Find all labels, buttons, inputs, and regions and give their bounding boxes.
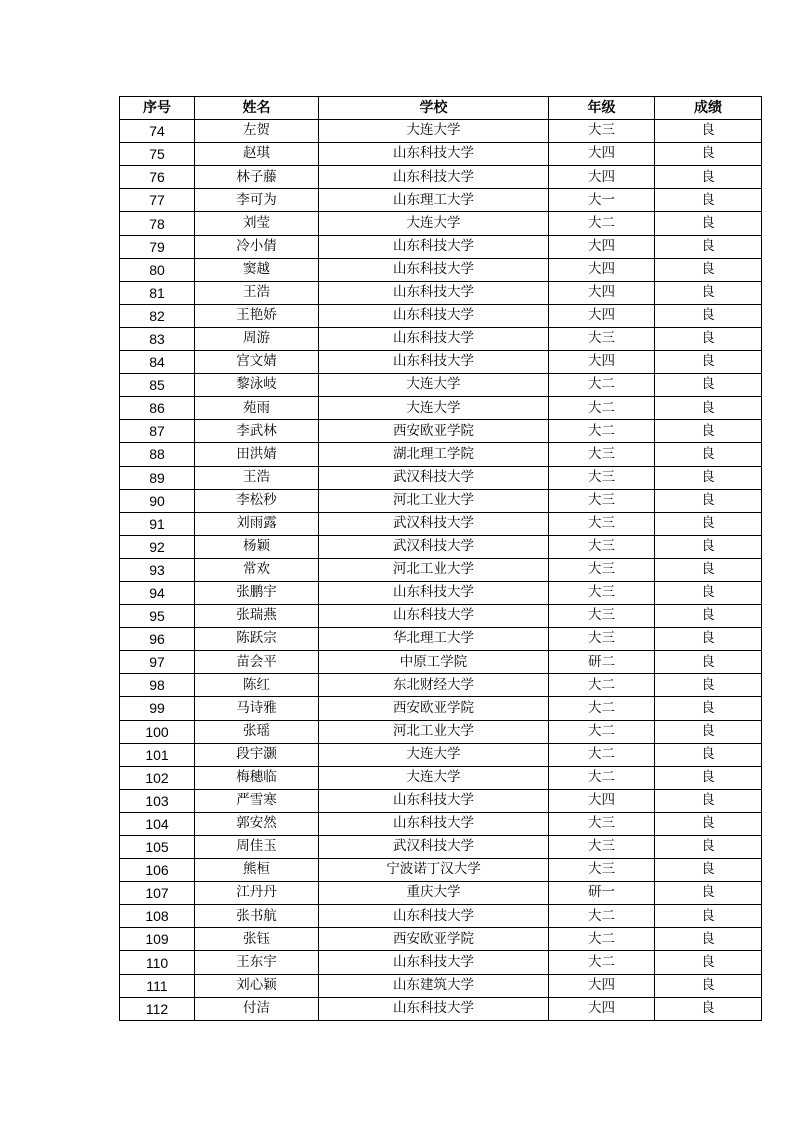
cell-id: 105 xyxy=(120,836,195,859)
cell-id: 111 xyxy=(120,974,195,997)
table-row xyxy=(120,651,762,674)
cell-score: 良 xyxy=(655,697,762,720)
table-row xyxy=(120,512,762,535)
cell-score: 良 xyxy=(655,374,762,397)
cell-id: 97 xyxy=(120,651,195,674)
cell-score: 良 xyxy=(655,997,762,1020)
cell-score: 良 xyxy=(655,951,762,974)
cell-name: 李武林 xyxy=(195,420,319,443)
cell-school: 大连大学 xyxy=(319,374,549,397)
table-row xyxy=(120,743,762,766)
cell-grade: 研二 xyxy=(549,651,655,674)
cell-school: 武汉科技大学 xyxy=(319,535,549,558)
cell-id: 110 xyxy=(120,951,195,974)
cell-school: 大连大学 xyxy=(319,766,549,789)
cell-id: 84 xyxy=(120,351,195,374)
cell-id: 89 xyxy=(120,466,195,489)
cell-name: 王浩 xyxy=(195,466,319,489)
cell-name: 赵琪 xyxy=(195,143,319,166)
table-row xyxy=(120,143,762,166)
table-row xyxy=(120,997,762,1020)
cell-name: 刘莹 xyxy=(195,212,319,235)
cell-grade: 大三 xyxy=(549,512,655,535)
cell-grade: 大三 xyxy=(549,558,655,581)
cell-id: 99 xyxy=(120,697,195,720)
column-header-score: 成绩 xyxy=(655,97,762,120)
cell-name: 陈红 xyxy=(195,674,319,697)
table-row xyxy=(120,466,762,489)
cell-name: 马诗雅 xyxy=(195,697,319,720)
table-row xyxy=(120,928,762,951)
cell-grade: 大四 xyxy=(549,166,655,189)
cell-school: 河北工业大学 xyxy=(319,720,549,743)
cell-name: 冷小倩 xyxy=(195,235,319,258)
cell-id: 95 xyxy=(120,605,195,628)
cell-grade: 大三 xyxy=(549,859,655,882)
cell-school: 山东科技大学 xyxy=(319,281,549,304)
cell-score: 良 xyxy=(655,743,762,766)
cell-score: 良 xyxy=(655,605,762,628)
table-row xyxy=(120,374,762,397)
cell-score: 良 xyxy=(655,235,762,258)
cell-grade: 大三 xyxy=(549,628,655,651)
cell-score: 良 xyxy=(655,489,762,512)
cell-school: 山东科技大学 xyxy=(319,951,549,974)
column-header-name: 姓名 xyxy=(195,97,319,120)
table-row xyxy=(120,674,762,697)
cell-grade: 大三 xyxy=(549,581,655,604)
cell-name: 周佳玉 xyxy=(195,836,319,859)
cell-name: 王东宇 xyxy=(195,951,319,974)
table-row xyxy=(120,605,762,628)
cell-grade: 大二 xyxy=(549,905,655,928)
cell-school: 山东科技大学 xyxy=(319,166,549,189)
cell-school: 西安欧亚学院 xyxy=(319,420,549,443)
cell-score: 良 xyxy=(655,720,762,743)
cell-name: 左贺 xyxy=(195,120,319,143)
table-row xyxy=(120,812,762,835)
cell-name: 李可为 xyxy=(195,189,319,212)
cell-id: 76 xyxy=(120,166,195,189)
cell-id: 94 xyxy=(120,581,195,604)
cell-id: 75 xyxy=(120,143,195,166)
cell-id: 86 xyxy=(120,397,195,420)
table-row xyxy=(120,281,762,304)
cell-id: 98 xyxy=(120,674,195,697)
cell-grade: 大三 xyxy=(549,812,655,835)
cell-id: 101 xyxy=(120,743,195,766)
cell-school: 大连大学 xyxy=(319,120,549,143)
table-row xyxy=(120,397,762,420)
cell-name: 陈跃宗 xyxy=(195,628,319,651)
cell-grade: 大二 xyxy=(549,951,655,974)
cell-school: 大连大学 xyxy=(319,397,549,420)
cell-grade: 大二 xyxy=(549,397,655,420)
cell-score: 良 xyxy=(655,304,762,327)
cell-school: 大连大学 xyxy=(319,212,549,235)
cell-score: 良 xyxy=(655,327,762,350)
cell-score: 良 xyxy=(655,928,762,951)
cell-score: 良 xyxy=(655,420,762,443)
cell-name: 周游 xyxy=(195,327,319,350)
cell-school: 中原工学院 xyxy=(319,651,549,674)
cell-grade: 大二 xyxy=(549,766,655,789)
table-row xyxy=(120,836,762,859)
cell-id: 77 xyxy=(120,189,195,212)
cell-school: 山东科技大学 xyxy=(319,143,549,166)
cell-score: 良 xyxy=(655,281,762,304)
cell-name: 田洪婧 xyxy=(195,443,319,466)
cell-name: 江丹丹 xyxy=(195,882,319,905)
cell-score: 良 xyxy=(655,836,762,859)
cell-score: 良 xyxy=(655,512,762,535)
cell-id: 103 xyxy=(120,789,195,812)
cell-grade: 大三 xyxy=(549,120,655,143)
cell-score: 良 xyxy=(655,766,762,789)
cell-grade: 大二 xyxy=(549,928,655,951)
cell-score: 良 xyxy=(655,674,762,697)
cell-grade: 大三 xyxy=(549,443,655,466)
cell-score: 良 xyxy=(655,812,762,835)
cell-school: 华北理工大学 xyxy=(319,628,549,651)
cell-name: 苑雨 xyxy=(195,397,319,420)
table-row xyxy=(120,859,762,882)
cell-grade: 大三 xyxy=(549,327,655,350)
cell-name: 张鹏宇 xyxy=(195,581,319,604)
cell-grade: 大二 xyxy=(549,674,655,697)
cell-grade: 大四 xyxy=(549,351,655,374)
cell-score: 良 xyxy=(655,189,762,212)
cell-name: 刘雨露 xyxy=(195,512,319,535)
cell-score: 良 xyxy=(655,882,762,905)
cell-id: 91 xyxy=(120,512,195,535)
cell-school: 重庆大学 xyxy=(319,882,549,905)
cell-name: 严雪寒 xyxy=(195,789,319,812)
table-row xyxy=(120,974,762,997)
header-row xyxy=(120,97,762,120)
cell-score: 良 xyxy=(655,789,762,812)
table-row xyxy=(120,581,762,604)
cell-school: 山东科技大学 xyxy=(319,351,549,374)
cell-grade: 大四 xyxy=(549,281,655,304)
cell-score: 良 xyxy=(655,535,762,558)
cell-name: 张钰 xyxy=(195,928,319,951)
table-row xyxy=(120,766,762,789)
cell-school: 山东科技大学 xyxy=(319,581,549,604)
cell-grade: 大一 xyxy=(549,189,655,212)
cell-id: 88 xyxy=(120,443,195,466)
cell-id: 80 xyxy=(120,258,195,281)
cell-id: 85 xyxy=(120,374,195,397)
cell-school: 宁波诺丁汉大学 xyxy=(319,859,549,882)
cell-grade: 大二 xyxy=(549,697,655,720)
cell-school: 西安欧亚学院 xyxy=(319,928,549,951)
cell-school: 山东理工大学 xyxy=(319,189,549,212)
table-row xyxy=(120,327,762,350)
cell-id: 108 xyxy=(120,905,195,928)
table-row xyxy=(120,189,762,212)
column-header-school: 学校 xyxy=(319,97,549,120)
table-body xyxy=(120,120,762,1021)
table-row xyxy=(120,489,762,512)
cell-id: 106 xyxy=(120,859,195,882)
cell-id: 107 xyxy=(120,882,195,905)
cell-grade: 大二 xyxy=(549,420,655,443)
column-header-id: 序号 xyxy=(120,97,195,120)
cell-id: 79 xyxy=(120,235,195,258)
cell-school: 大连大学 xyxy=(319,743,549,766)
table-row xyxy=(120,789,762,812)
table-row xyxy=(120,212,762,235)
cell-school: 山东科技大学 xyxy=(319,327,549,350)
cell-id: 104 xyxy=(120,812,195,835)
table-row xyxy=(120,535,762,558)
cell-grade: 大四 xyxy=(549,143,655,166)
cell-name: 熊桓 xyxy=(195,859,319,882)
cell-grade: 研一 xyxy=(549,882,655,905)
cell-name: 张书航 xyxy=(195,905,319,928)
table-row xyxy=(120,120,762,143)
cell-school: 东北财经大学 xyxy=(319,674,549,697)
results-table xyxy=(119,96,762,1021)
cell-school: 湖北理工学院 xyxy=(319,443,549,466)
cell-school: 山东科技大学 xyxy=(319,812,549,835)
table-row xyxy=(120,420,762,443)
cell-name: 林子藤 xyxy=(195,166,319,189)
cell-name: 段宇灏 xyxy=(195,743,319,766)
cell-grade: 大三 xyxy=(549,466,655,489)
cell-id: 82 xyxy=(120,304,195,327)
cell-name: 郭安然 xyxy=(195,812,319,835)
cell-grade: 大二 xyxy=(549,374,655,397)
table-row xyxy=(120,697,762,720)
cell-id: 100 xyxy=(120,720,195,743)
cell-school: 西安欧亚学院 xyxy=(319,697,549,720)
cell-name: 窦越 xyxy=(195,258,319,281)
cell-id: 109 xyxy=(120,928,195,951)
cell-name: 常欢 xyxy=(195,558,319,581)
table-row xyxy=(120,905,762,928)
cell-grade: 大三 xyxy=(549,836,655,859)
cell-school: 河北工业大学 xyxy=(319,489,549,512)
cell-id: 83 xyxy=(120,327,195,350)
cell-name: 王浩 xyxy=(195,281,319,304)
table-row xyxy=(120,882,762,905)
cell-grade: 大四 xyxy=(549,304,655,327)
cell-name: 杨颖 xyxy=(195,535,319,558)
cell-id: 102 xyxy=(120,766,195,789)
cell-id: 93 xyxy=(120,558,195,581)
table-row xyxy=(120,351,762,374)
cell-school: 武汉科技大学 xyxy=(319,512,549,535)
cell-id: 90 xyxy=(120,489,195,512)
cell-score: 良 xyxy=(655,466,762,489)
table-row xyxy=(120,235,762,258)
cell-score: 良 xyxy=(655,651,762,674)
cell-score: 良 xyxy=(655,859,762,882)
cell-grade: 大三 xyxy=(549,605,655,628)
cell-name: 张瑶 xyxy=(195,720,319,743)
cell-school: 山东科技大学 xyxy=(319,605,549,628)
cell-school: 山东科技大学 xyxy=(319,997,549,1020)
cell-school: 山东科技大学 xyxy=(319,905,549,928)
cell-grade: 大三 xyxy=(549,489,655,512)
cell-id: 112 xyxy=(120,997,195,1020)
cell-school: 武汉科技大学 xyxy=(319,466,549,489)
table-row xyxy=(120,304,762,327)
cell-score: 良 xyxy=(655,166,762,189)
cell-score: 良 xyxy=(655,558,762,581)
cell-name: 付洁 xyxy=(195,997,319,1020)
cell-name: 梅穗临 xyxy=(195,766,319,789)
cell-school: 山东科技大学 xyxy=(319,258,549,281)
cell-grade: 大四 xyxy=(549,235,655,258)
cell-score: 良 xyxy=(655,212,762,235)
cell-grade: 大二 xyxy=(549,743,655,766)
cell-score: 良 xyxy=(655,143,762,166)
cell-score: 良 xyxy=(655,905,762,928)
cell-id: 74 xyxy=(120,120,195,143)
column-header-grade: 年级 xyxy=(549,97,655,120)
table-header xyxy=(120,97,762,120)
cell-school: 山东建筑大学 xyxy=(319,974,549,997)
cell-score: 良 xyxy=(655,974,762,997)
cell-grade: 大四 xyxy=(549,974,655,997)
cell-name: 李松秒 xyxy=(195,489,319,512)
cell-name: 宫文婧 xyxy=(195,351,319,374)
table-row xyxy=(120,720,762,743)
cell-id: 87 xyxy=(120,420,195,443)
cell-name: 苗会平 xyxy=(195,651,319,674)
cell-score: 良 xyxy=(655,120,762,143)
cell-name: 王艳娇 xyxy=(195,304,319,327)
cell-grade: 大四 xyxy=(549,258,655,281)
cell-grade: 大四 xyxy=(549,789,655,812)
cell-id: 92 xyxy=(120,535,195,558)
cell-school: 山东科技大学 xyxy=(319,789,549,812)
cell-grade: 大二 xyxy=(549,720,655,743)
cell-grade: 大三 xyxy=(549,535,655,558)
cell-grade: 大四 xyxy=(549,997,655,1020)
table-row xyxy=(120,443,762,466)
cell-id: 81 xyxy=(120,281,195,304)
table-row xyxy=(120,258,762,281)
cell-name: 刘心颖 xyxy=(195,974,319,997)
cell-school: 武汉科技大学 xyxy=(319,836,549,859)
cell-school: 河北工业大学 xyxy=(319,558,549,581)
table-row xyxy=(120,628,762,651)
cell-score: 良 xyxy=(655,443,762,466)
cell-score: 良 xyxy=(655,581,762,604)
table-row xyxy=(120,166,762,189)
cell-id: 78 xyxy=(120,212,195,235)
cell-school: 山东科技大学 xyxy=(319,304,549,327)
cell-name: 黎泳岐 xyxy=(195,374,319,397)
table-row xyxy=(120,951,762,974)
cell-score: 良 xyxy=(655,397,762,420)
cell-id: 96 xyxy=(120,628,195,651)
cell-grade: 大二 xyxy=(549,212,655,235)
cell-name: 张瑞燕 xyxy=(195,605,319,628)
cell-score: 良 xyxy=(655,628,762,651)
table-row xyxy=(120,558,762,581)
cell-score: 良 xyxy=(655,351,762,374)
cell-score: 良 xyxy=(655,258,762,281)
cell-school: 山东科技大学 xyxy=(319,235,549,258)
